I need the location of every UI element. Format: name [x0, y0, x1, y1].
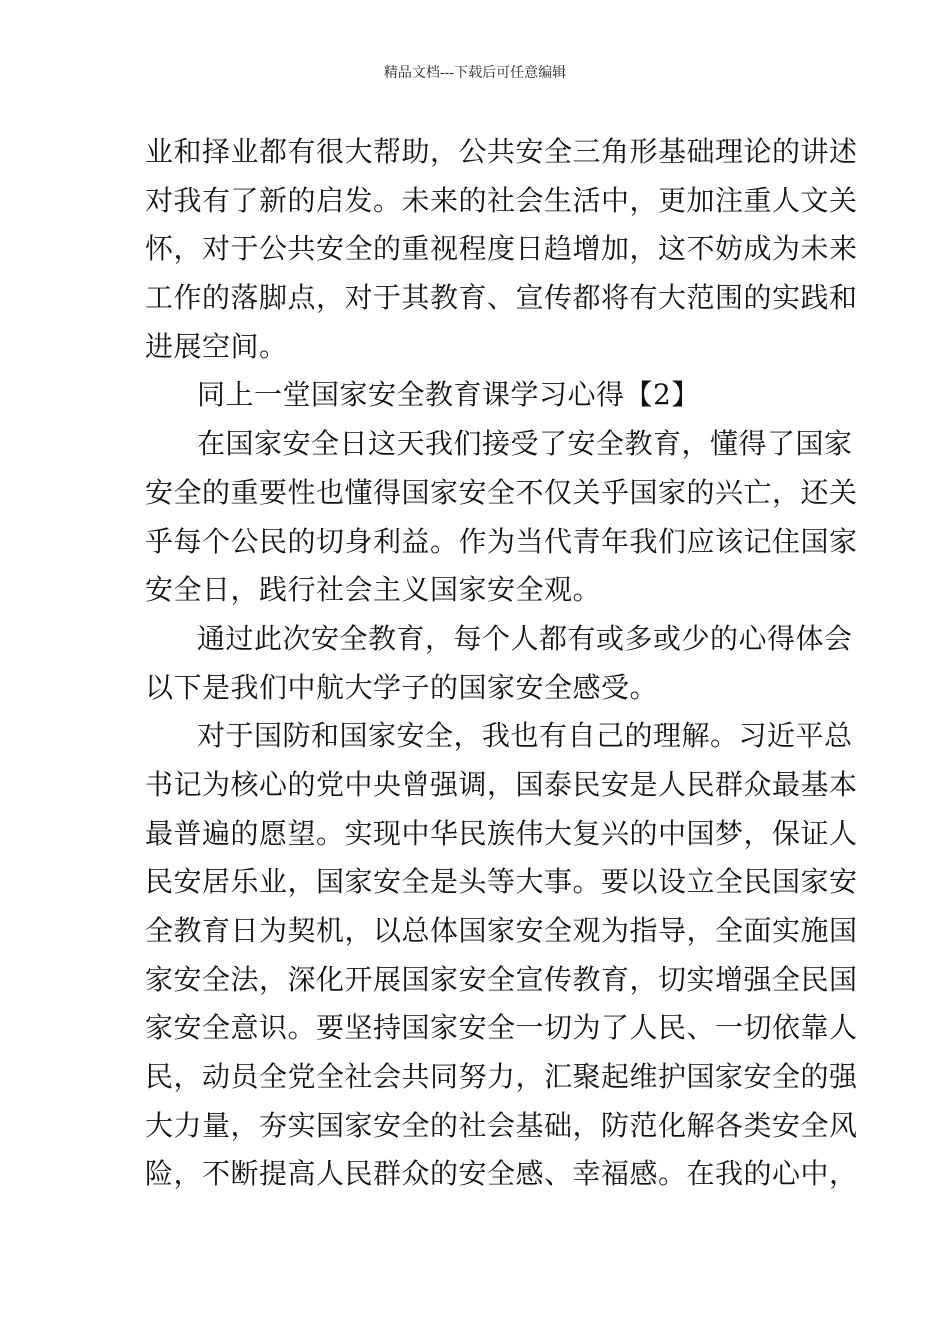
text-line: 民安居乐业，国家安全是头等大事。要以设立全民国家安: [145, 865, 858, 899]
document-body: [145, 128, 858, 1199]
text-line: 家安全法，深化开展国家安全宣传教育，切实增强全民国: [145, 962, 858, 996]
text-line: 对我有了新的启发。未来的社会生活中，更加注重人文关: [145, 183, 858, 217]
text-line: 大力量，夯实国家安全的社会基础，防范化解各类安全风: [145, 1108, 858, 1142]
text-line: 在国家安全日这天我们接受了安全教育，懂得了国家: [197, 427, 853, 461]
text-line: 进展空间。: [145, 329, 288, 363]
text-line: 乎每个公民的切身利益。作为当代青年我们应该记住国家: [145, 524, 858, 558]
page-header: 精品文档---下载后可任意编辑: [383, 65, 567, 81]
text-line: 业和择业都有很大帮助，公共安全三角形基础理论的讲述: [145, 135, 858, 168]
text-line: 家安全意识。要坚持国家安全一切为了人民、一切依靠人: [145, 1011, 858, 1045]
text-line: 安全的重要性也懂得国家安全不仅关乎国家的兴亡，还关: [145, 475, 858, 509]
text-line: 对于国防和国家安全，我也有自己的理解。习近平总: [197, 719, 853, 753]
text-line: 险，不断提高人民群众的安全感、幸福感。在我的心中，: [145, 1157, 858, 1191]
text-line: 最普遍的愿望。实现中华民族伟大复兴的中国梦，保证人: [145, 816, 858, 850]
text-line: 民，动员全党全社会共同努力，汇聚起维护国家安全的强: [145, 1060, 858, 1094]
text-line: 全教育日为契机，以总体国家安全观为指导，全面实施国: [145, 914, 858, 947]
text-line: 以下是我们中航大学子的国家安全感受。: [145, 670, 659, 704]
section-heading: 同上一堂国家安全教育课学习心得【2】: [197, 378, 700, 412]
text-line: 怀，对于公共安全的重视程度日趋增加，这不妨成为未来: [145, 232, 858, 266]
text-line: 书记为核心的党中央曾强调，国泰民安是人民群众最基本: [145, 767, 858, 801]
text-line: 安全日，践行社会主义国家安全观。: [145, 573, 602, 607]
text-line: 工作的落脚点，对于其教育、宣传都将有大范围的实践和: [145, 281, 858, 315]
text-line: 通过此次安全教育，每个人都有或多或少的心得体会: [197, 621, 853, 655]
